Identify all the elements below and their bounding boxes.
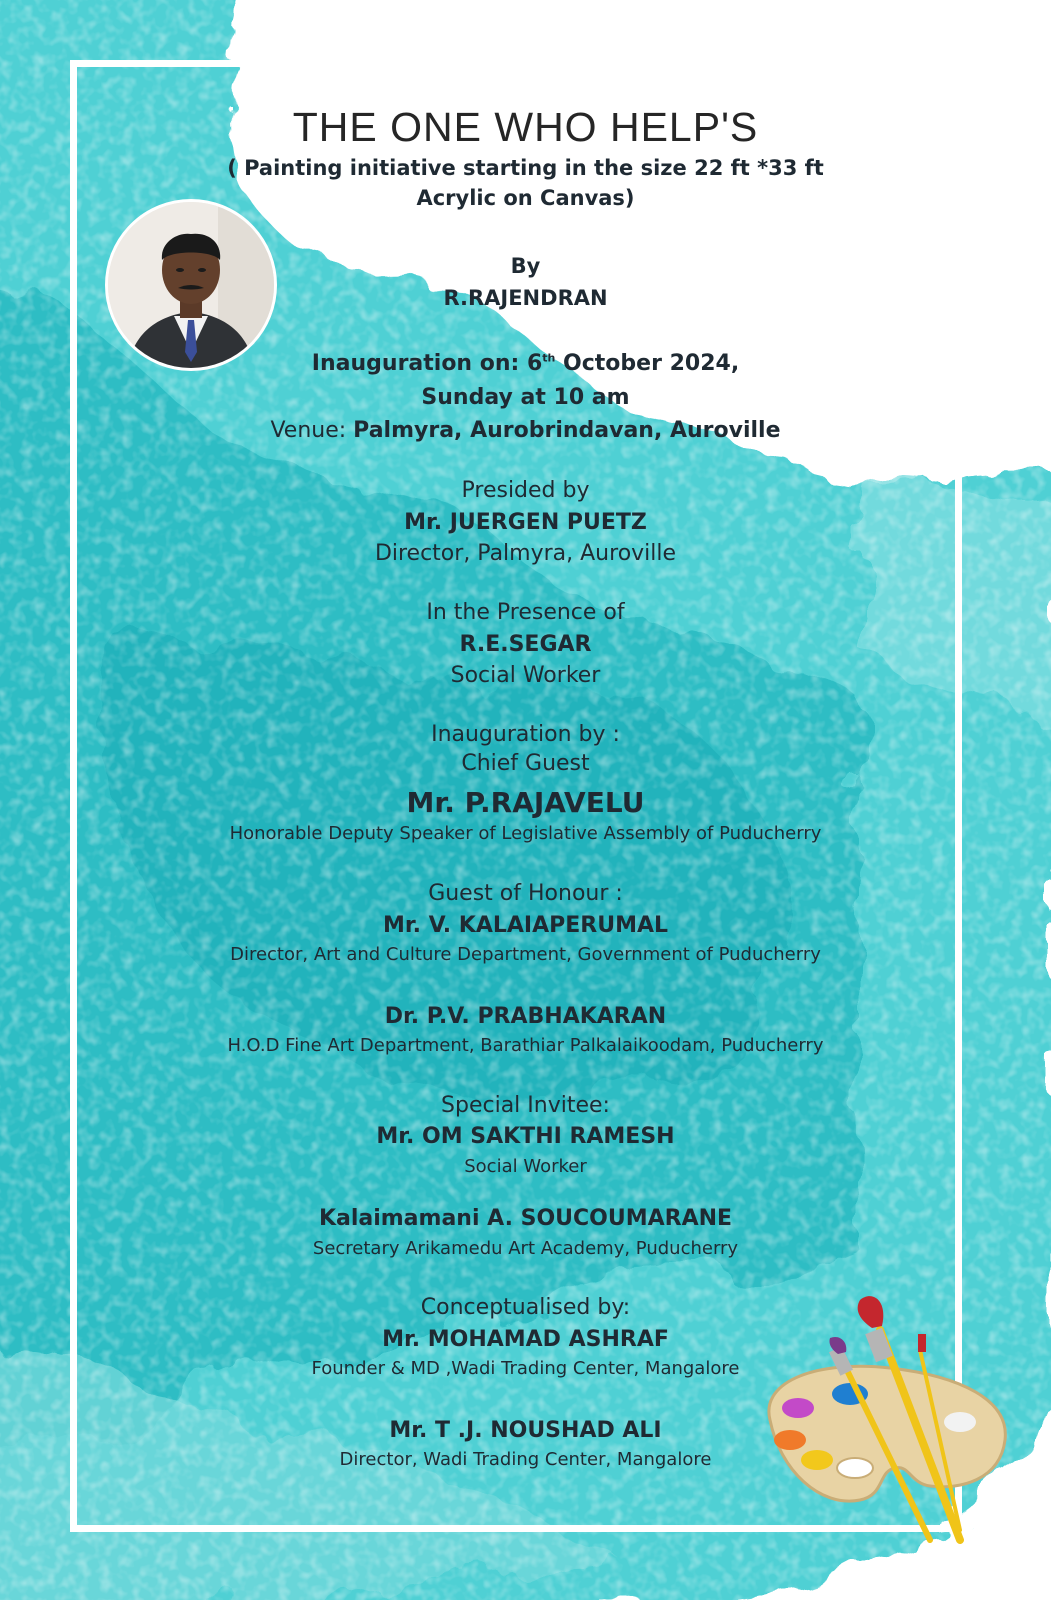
event-subtitle: ( Painting initiative starting in the size 22 ft *33 ft xyxy=(227,156,824,180)
chief-guest-label: Inauguration by : xyxy=(431,722,620,747)
special-invitee-role-1: Social Worker xyxy=(464,1156,587,1177)
chief-guest-name: Mr. P.RAJAVELU xyxy=(406,786,645,819)
special-invitee-role-2: Secretary Arikamedu Art Academy, Puducherry xyxy=(312,1238,739,1259)
presided-label: Presided by xyxy=(461,478,590,503)
event-subtitle-medium: Acrylic on Canvas) xyxy=(416,186,635,210)
paint-palette-icon xyxy=(760,1290,1020,1550)
guest-of-honour-name-1: Mr. V. KALAIAPERUMAL xyxy=(382,913,669,938)
chief-guest-sublabel: Chief Guest xyxy=(461,751,590,776)
event-title: THE ONE WHO HELP'S xyxy=(292,104,759,150)
conceptualised-name-2: Mr. T .J. NOUSHAD ALI xyxy=(389,1418,662,1443)
special-invitee-name-2: Kalaimamani A. SOUCOUMARANE xyxy=(318,1206,733,1231)
guest-of-honour-role-1: Director, Art and Culture Department, Government of Puducherry xyxy=(230,944,821,965)
presided-role: Director, Palmyra, Auroville xyxy=(374,541,677,566)
chief-guest-role: Honorable Deputy Speaker of Legislative Assembly of Puducherry xyxy=(229,823,822,844)
inauguration-date: Inauguration on: 6th October 2024, xyxy=(311,351,740,376)
conceptualised-role-2: Director, Wadi Trading Center, Mangalore xyxy=(339,1449,712,1470)
presided-name: Mr. JUERGEN PUETZ xyxy=(404,510,647,535)
guest-of-honour-role-2: H.O.D Fine Art Department, Barathiar Palkalaikoodam, Puducherry xyxy=(227,1035,824,1056)
special-invitee-name-1: Mr. OM SAKTHI RAMESH xyxy=(376,1124,675,1149)
presence-label: In the Presence of xyxy=(426,600,625,625)
by-label: By xyxy=(510,254,541,278)
conceptualised-label: Conceptualised by: xyxy=(420,1295,631,1320)
inauguration-time: Sunday at 10 am xyxy=(421,385,630,410)
presence-role: Social Worker xyxy=(450,663,601,688)
guest-of-honour-name-2: Dr. P.V. PRABHAKARAN xyxy=(384,1004,667,1029)
special-invitee-label: Special Invitee: xyxy=(441,1093,610,1118)
presence-name: R.E.SEGAR xyxy=(459,632,592,657)
venue-label: Venue: xyxy=(270,418,354,443)
artist-name: R.RAJENDRAN xyxy=(443,286,608,310)
venue xyxy=(0,418,1051,443)
conceptualised-name-1: Mr. MOHAMAD ASHRAF xyxy=(382,1327,669,1352)
conceptualised-role-1: Founder & MD ,Wadi Trading Center, Mangalore xyxy=(311,1358,740,1379)
guest-of-honour-label: Guest of Honour : xyxy=(428,881,623,906)
venue-value: Palmyra, Aurobrindavan, Auroville xyxy=(353,418,781,443)
